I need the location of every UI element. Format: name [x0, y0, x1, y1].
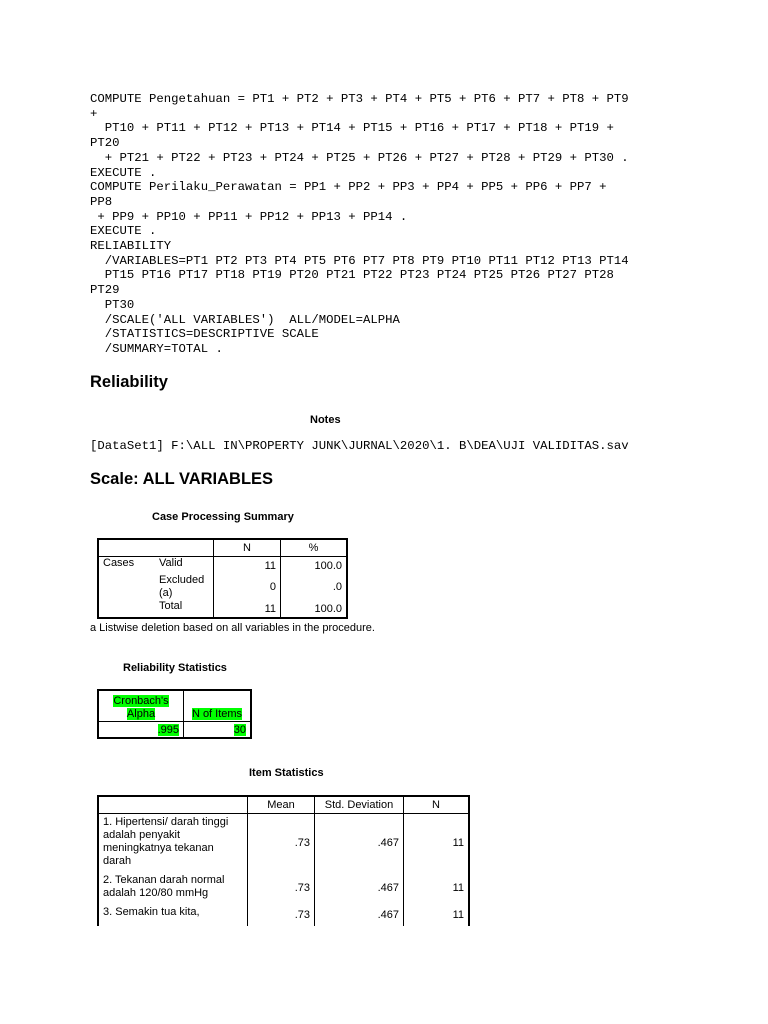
case-processing-table — [97, 538, 348, 619]
col-header-mean: Mean — [248, 796, 315, 814]
cell-mean: .73 — [248, 872, 315, 904]
row-label-excluded: Excluded(a) — [155, 574, 214, 600]
syntax-line: PT29 — [90, 283, 120, 298]
cell-total-pct: 100.0 — [314, 602, 342, 615]
reliability-stats-table — [97, 689, 252, 739]
col-header-cronbach-alpha: Cronbach's Alpha — [113, 695, 169, 720]
col-header-n: N — [214, 539, 281, 557]
syntax-line: PP8 — [90, 194, 113, 209]
syntax-line: /SUMMARY=TOTAL . — [90, 341, 223, 356]
cell-excluded-n: 0 — [214, 574, 281, 600]
syntax-line: /VARIABLES=PT1 PT2 PT3 PT4 PT5 PT6 PT7 PT8 PT9 PT10 PT11 PT12 PT13 PT14 — [90, 253, 629, 268]
cell-mean: .73 — [248, 814, 315, 873]
cell-std-deviation: .467 — [315, 814, 404, 873]
col-header-percent: % — [281, 539, 348, 557]
syntax-line: /STATISTICS=DESCRIPTIVE SCALE — [90, 327, 319, 342]
syntax-line: COMPUTE Perilaku_Perawatan = PP1 + PP2 + PP3 + PP4 + PP5 + PP6 + PP7 + — [90, 180, 607, 195]
cell-n-items-value: 30 — [233, 723, 246, 736]
scale-heading: Scale: ALL VARIABLES — [90, 470, 274, 488]
syntax-block — [90, 92, 629, 357]
syntax-line: PT20 — [90, 136, 120, 151]
dataset-path: [DataSet1] F:\ALL IN\PROPERTY JUNK\JURNAL\2020\1. B\DEA\UJI VALIDITAS.sav — [90, 439, 629, 453]
reliability-stats-caption: Reliability Statistics — [123, 662, 227, 674]
cell-valid-pct: 100.0 — [314, 559, 342, 572]
cell-excluded-pct: .0 — [332, 580, 342, 593]
syntax-line: COMPUTE Pengetahuan = PT1 + PT2 + PT3 + PT4 + PT5 + PT6 + PT7 + PT8 + PT9 — [90, 92, 629, 106]
col-header-std-deviation: Std. Deviation — [315, 796, 404, 814]
cell-valid-n: 11 — [214, 557, 281, 575]
col-header-n: N — [404, 796, 470, 814]
cell-alpha-value: .995 — [157, 723, 179, 736]
notes-caption: Notes — [310, 414, 341, 426]
cell-n: 11 — [404, 872, 470, 904]
syntax-line: PT15 PT16 PT17 PT18 PT19 PT20 PT21 PT22 PT23 PT24 PT25 PT26 PT27 PT28 — [90, 268, 614, 283]
item-stats-caption: Item Statistics — [249, 767, 324, 779]
syntax-line: /SCALE('ALL VARIABLES') ALL/MODEL=ALPHA — [90, 312, 400, 327]
cell-std-deviation: .467 — [315, 872, 404, 904]
reliability-heading: Reliability — [90, 373, 168, 391]
row-label-total: Total — [155, 600, 214, 618]
syntax-line: RELIABILITY — [90, 239, 172, 254]
cell-total-n: 11 — [214, 600, 281, 618]
cell-std-deviation: .467 — [315, 904, 404, 926]
item-row-label: 2. Tekanan darah normal adalah 120/80 mmHg — [103, 874, 225, 899]
syntax-line: EXECUTE . — [90, 165, 157, 180]
syntax-line: + — [90, 106, 98, 121]
syntax-line: + PT21 + PT22 + PT23 + PT24 + PT25 + PT26 + PT27 + PT28 + PT29 + PT30 . — [90, 150, 629, 165]
row-label-valid: Valid — [155, 557, 214, 575]
cell-n: 11 — [404, 904, 470, 926]
cell-n: 11 — [404, 814, 470, 873]
case-processing-caption: Case Processing Summary — [152, 511, 294, 523]
item-stats-table — [97, 795, 470, 926]
row-group-cases: Cases — [103, 557, 135, 569]
item-row-label: 3. Semakin tua kita, — [103, 906, 200, 918]
syntax-line: + PP9 + PP10 + PP11 + PP12 + PP13 + PP14 . — [90, 209, 408, 224]
syntax-line: EXECUTE . — [90, 224, 157, 239]
item-row-label: 1. Hipertensi/ darah tinggi adalah penyakit meningkatnya tekanan darah — [103, 816, 229, 867]
col-header-n-of-items: N of Items — [191, 708, 243, 720]
syntax-line: PT10 + PT11 + PT12 + PT13 + PT14 + PT15 + PT16 + PT17 + PT18 + PT19 + — [90, 121, 614, 136]
cell-mean: .73 — [248, 904, 315, 926]
case-processing-footnote: a Listwise deletion based on all variables in the procedure. — [90, 622, 375, 634]
syntax-line: PT30 — [90, 297, 135, 312]
